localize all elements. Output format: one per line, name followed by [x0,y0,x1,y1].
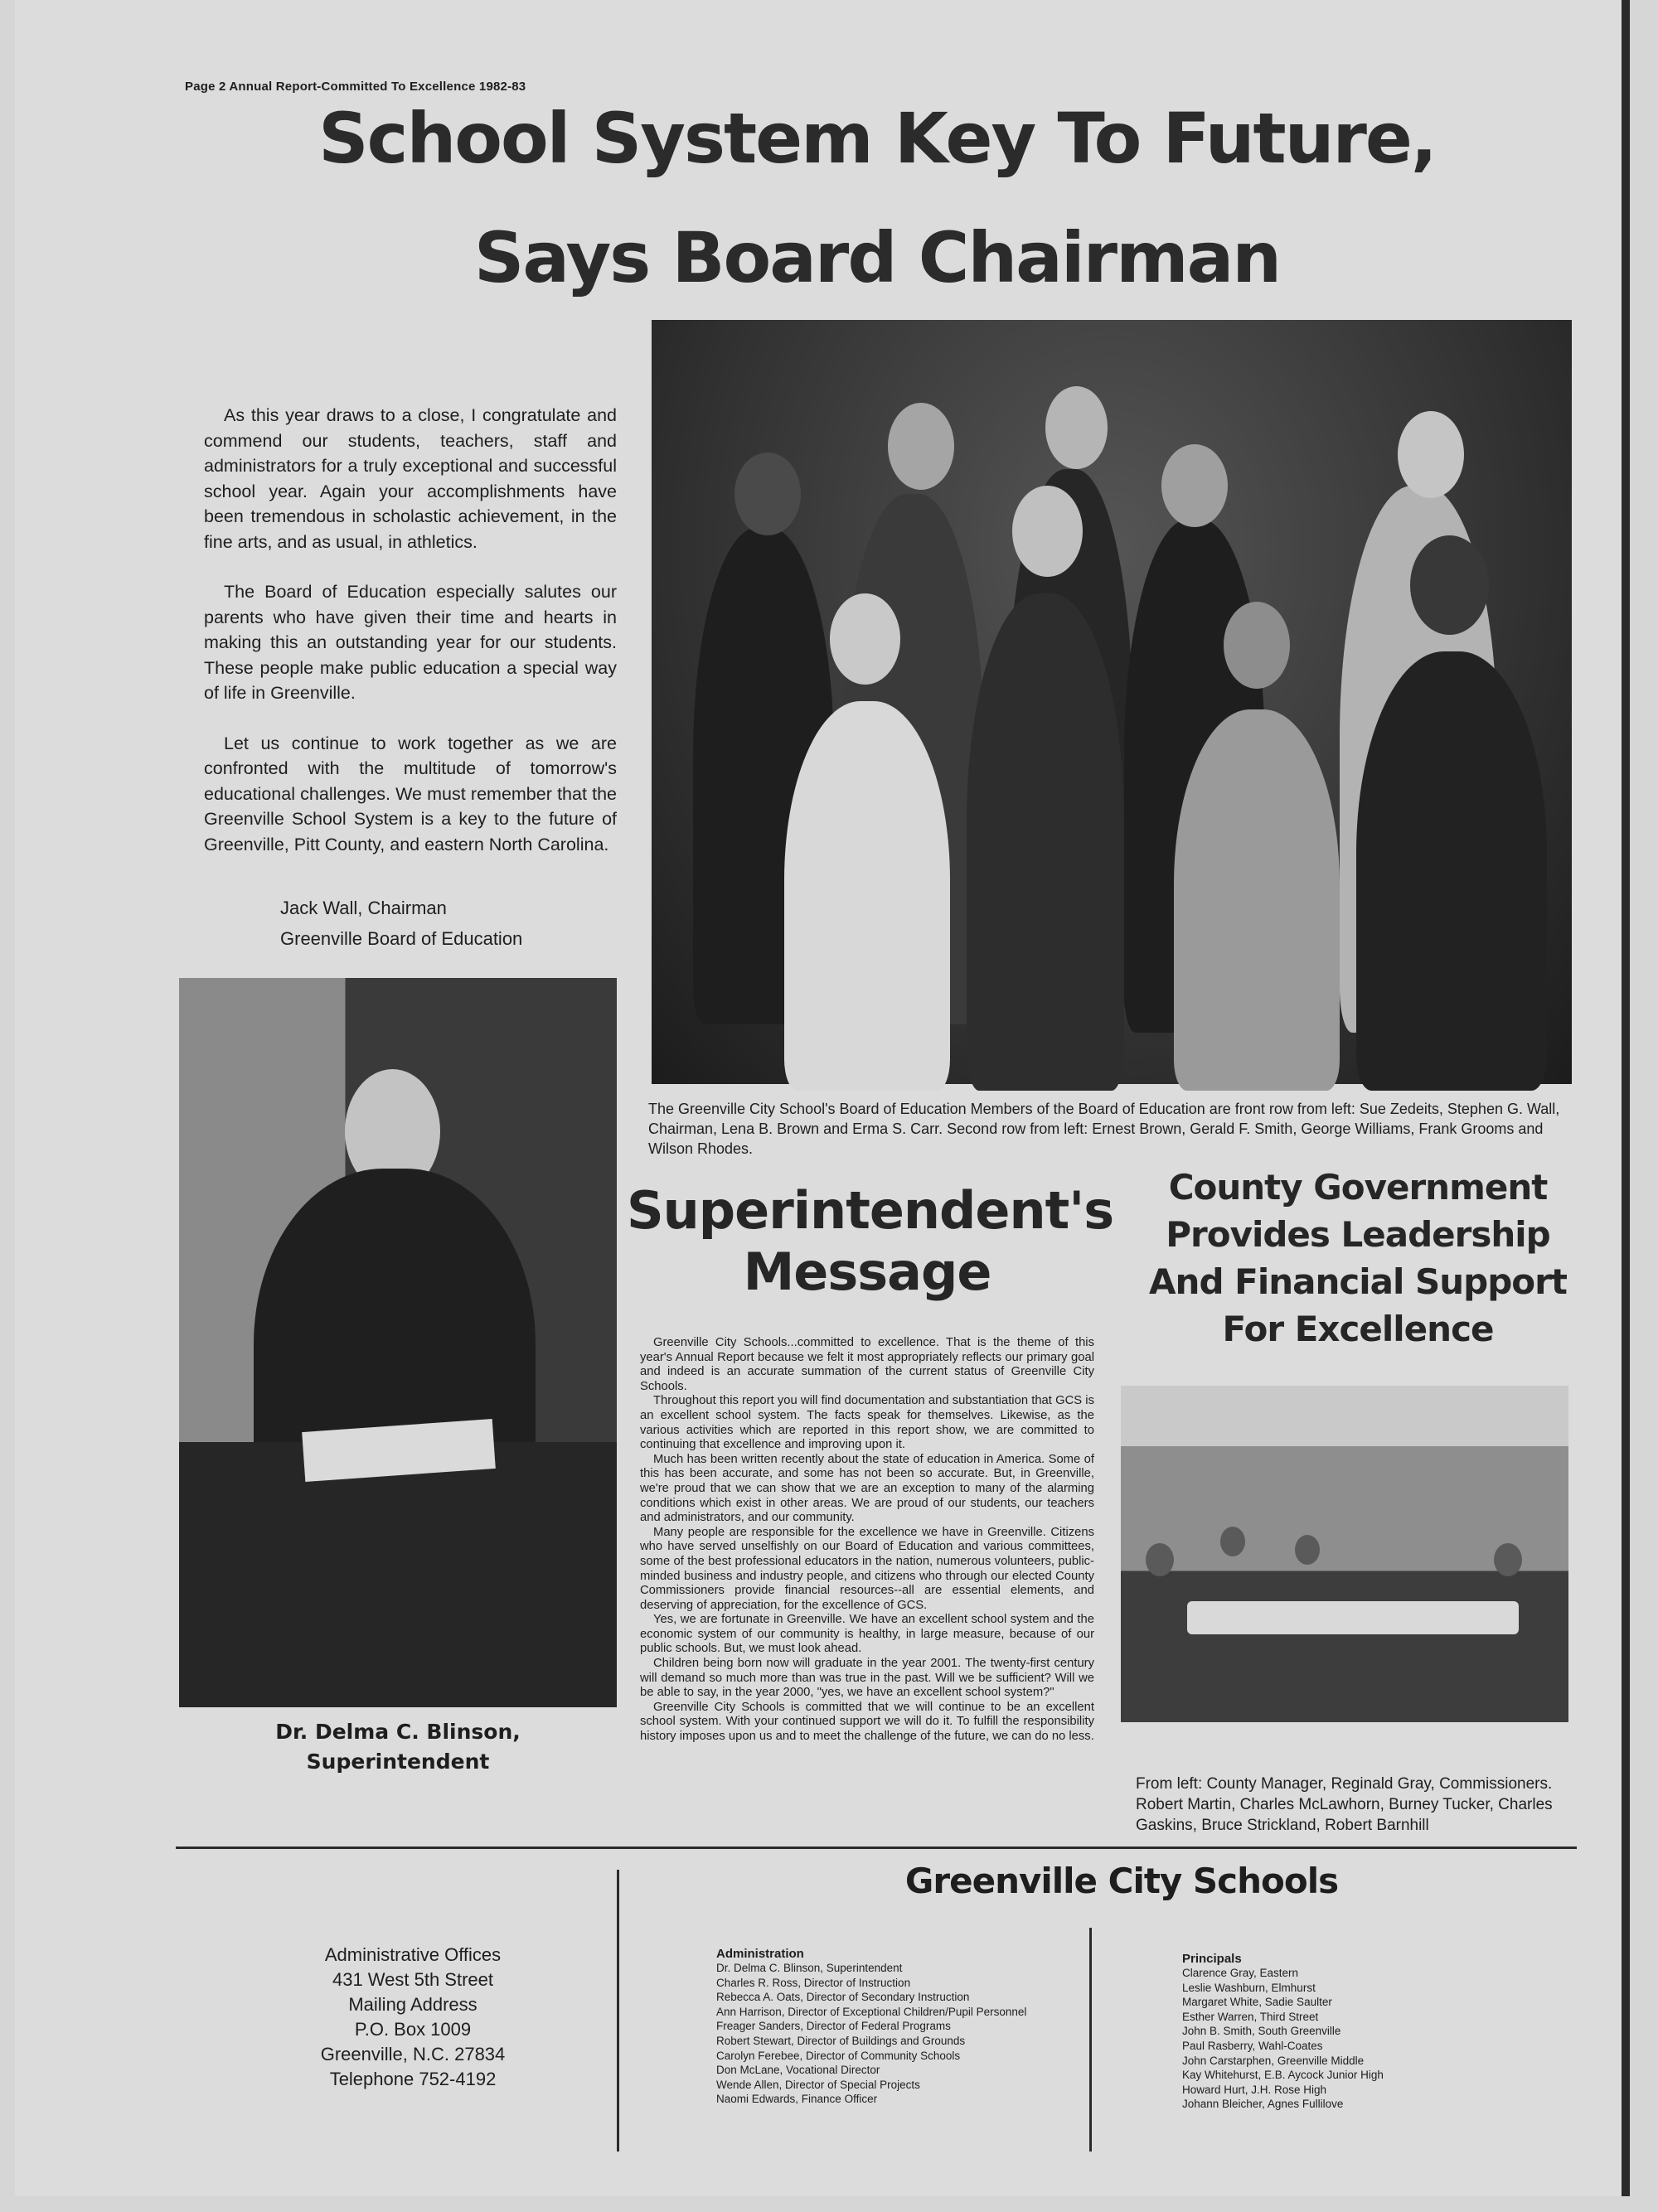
footer-rule [176,1847,1577,1849]
administration-list [716,1947,1089,2107]
message-paragraph: Much has been written recently about the state of education in America. Some of this has been accurate, and some has not been so accurate. But, in Greenville, we're proud that we can show that we are an exception to many of the alarming conditions which exist in other areas. We are proud of our students, our teachers and administrators, and our community. [640,1452,1094,1525]
list-item: Carolyn Ferebee, Director of Community Schools [716,2049,961,2062]
list-item: Howard Hurt, J.H. Rose High [1182,2083,1327,2096]
administrative-offices: Administrative Offices 431 West 5th Street Mailing Address P.O. Box 1009 Greenville, N.C. 27834 Telephone 752-4192 [320,1944,506,2089]
signature-title: Greenville Board of Education [280,928,523,949]
message-paragraph: Children being born now will graduate in the year 2001. The twenty-first century will demand so much more than was true in the past. Will we be sufficient? Will we be able to say, in the year 2000, "yes, we have an excellent school system?" [640,1657,1094,1700]
superintendent-title: Superintendent [306,1750,490,1774]
county-government-title: County Government Provides Leadership And Financial Support For Excellence [1149,1167,1567,1349]
message-paragraph: Many people are responsible for the excellence we have in Greenville. Citizens who have served unselfishly on our Board of Education and various committees, some of the best professional educators in the nation, numerous volunteers, public-minded business and industry people, and citizens who through our elected County Commissioners provide financial resources--all are essential elements, and deserving of appreciation, for the excellence of GCS. [640,1525,1094,1612]
message-paragraph: Greenville City Schools...committed to excellence. That is the theme of this year's Annual Report because we felt it most appropriately reflects our primary goal and indeed is an accurate summation of the current status of Greenville City Schools. [640,1336,1094,1393]
superintendent-name: Dr. Delma C. Blinson, [275,1720,521,1744]
list-item: Leslie Washburn, Elmhurst [1182,1981,1316,1994]
letter-paragraph: The Board of Education especially salutes our parents who have given their time and hearts in making this an outstanding year for our students. These people make public education a special way of life in Greenville. [204,582,617,703]
list-item: Paul Rasberry, Wahl-Coates [1182,2039,1323,2052]
list-item: John B. Smith, South Greenville [1182,2025,1341,2038]
county-photo-caption: From left: County Manager, Reginald Gray, Commissioners. Robert Martin, Charles McLawhorn, Burney Tucker, Charles Gaskins, Bruce Strickland, Robert Barnhill [1136,1775,1553,1834]
list-item: John Carstarphen, Greenville Middle [1182,2054,1365,2067]
superintendent-message-title: Superintendent's Message [627,1180,1114,1302]
list-item: Clarence Gray, Eastern [1182,1967,1299,1979]
headline-line-1: School System Key To Future, [318,98,1436,179]
list-item: Charles R. Ross, Director of Instruction [716,1976,911,1989]
chairman-letter [204,403,617,882]
list-item: Esther Warren, Third Street [1182,2010,1319,2023]
list-item: Don McLane, Vocational Director [716,2064,880,2077]
message-paragraph: Greenville City Schools is committed that we will continue to be an excellent school system. With your continued support we will do it. To fulfill the responsibility history imposes upon us and to meet the challenge of the future, we can do no less. [640,1700,1094,1744]
message-paragraph: Yes, we are fortunate in Greenville. We have an excellent school system and the economic system of our community is healthy, in large measure, because of our public schools. But, we must look ahead. [640,1613,1094,1656]
superintendent-caption [179,1717,617,1777]
footer-divider [1089,1928,1092,2151]
signature-name: Jack Wall, Chairman [280,898,447,918]
list-item: Robert Stewart, Director of Buildings and Grounds [716,2034,966,2047]
list-item: Wende Allen, Director of Special Projects [716,2078,920,2091]
headline-line-2: Says Board Chairman [473,217,1281,298]
list-item: Margaret White, Sadie Saulter [1182,1996,1332,2009]
list-item: Johann Bleicher, Agnes Fullilove [1182,2098,1344,2111]
list-item: Kay Whitehurst, E.B. Aycock Junior High [1182,2069,1384,2082]
newspaper-page [15,0,1630,2196]
list-item: Dr. Delma C. Blinson, Superintendent [716,1962,903,1974]
list-item: Freager Sanders, Director of Federal Programs [716,2020,951,2033]
superintendent-photo [179,978,617,1707]
principals-list [1182,1952,1497,2112]
superintendent-message-body [640,1336,1094,1745]
footer-title: Greenville City Schools [904,1861,1339,1901]
administration-heading: Administration [716,1947,804,1961]
letter-paragraph: Let us continue to work together as we are confronted with the multitude of tomorrow's educational challenges. We must remember that the Greenville School System is a key to the future of Greenville, Pitt County, and eastern North Carolina. [204,733,617,854]
list-item: Ann Harrison, Director of Exceptional Children/Pupil Personnel [716,2005,1027,2018]
list-item: Rebecca A. Oats, Director of Secondary Instruction [716,1991,970,2004]
board-of-education-photo [652,320,1572,1084]
list-item: Naomi Edwards, Finance Officer [716,2093,878,2106]
message-paragraph: Throughout this report you will find documentation and substantiation that GCS is an excellent school system. The facts speak for themselves. Likewise, as the various activities which are reported in this report show, we are committed to continuing that excellence and improving upon it. [640,1394,1094,1452]
principals-heading: Principals [1182,1952,1242,1966]
county-commissioners-photo [1121,1386,1568,1722]
running-head: Page 2 Annual Report-Committed To Excellence 1982-83 [185,80,526,94]
letter-paragraph: As this year draws to a close, I congratulate and commend our students, teachers, staff and administrators for a truly exceptional and successful school year. Again your accomplishments have been tremendous in scholastic achievement, in the fine arts, and as usual, in athletics. [204,405,617,552]
board-photo-caption: The Greenville City School's Board of Education Members of the Board of Education are front row from left: Sue Zedeits, Stephen G. Wall, Chairman, Lena B. Brown and Erma S. Carr. Second row from left: Ernest Brown, Gerald F. Smith, George Williams, Frank Grooms and Wilson Rhodes. [648,1101,1560,1157]
footer-divider [617,1870,619,2151]
